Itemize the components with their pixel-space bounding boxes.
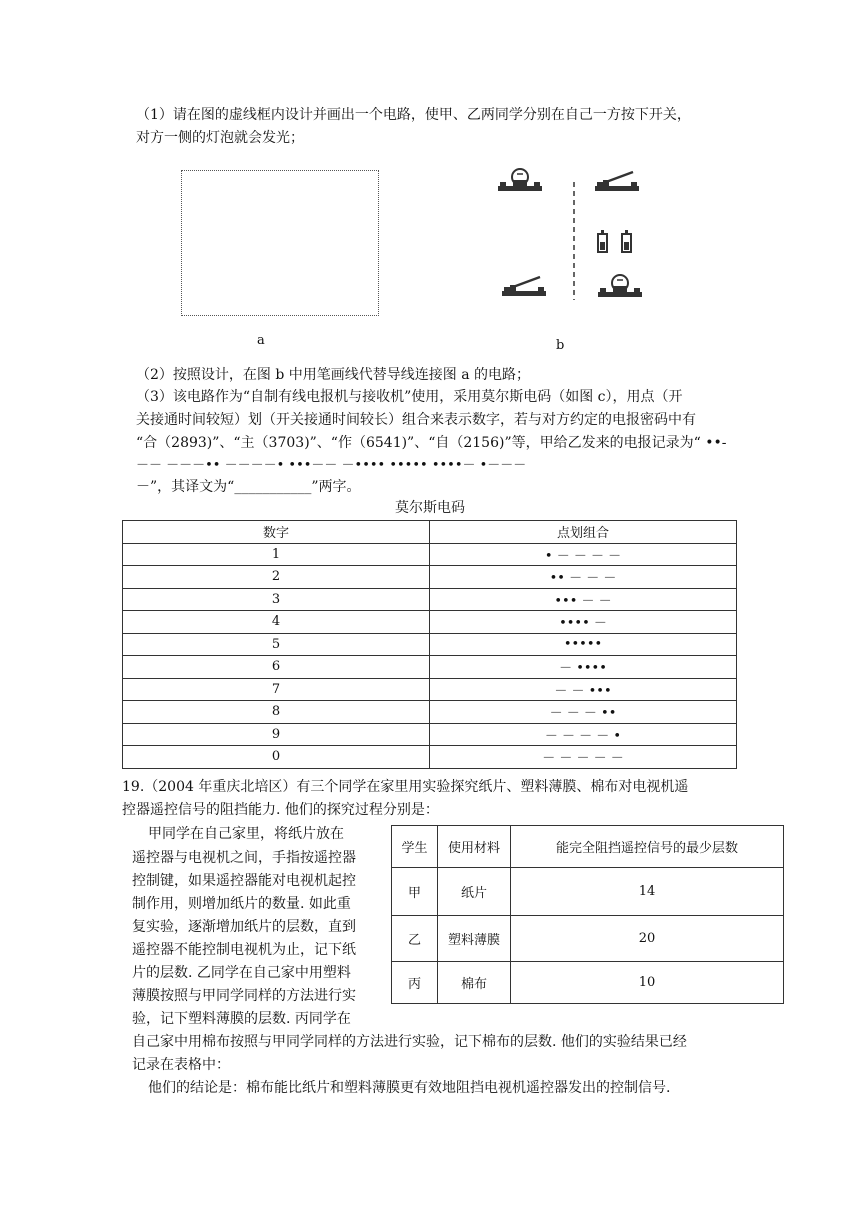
code-cell: ••••• — [430, 633, 737, 656]
q19-full-line2: 记录在表格中： — [132, 1057, 230, 1073]
student-cell: 丙 — [392, 962, 438, 1004]
digit-cell: 9 — [123, 723, 430, 746]
table-row — [123, 611, 737, 634]
digit-cell: 2 — [123, 566, 430, 589]
switch-icon — [502, 277, 546, 296]
digit-cell: 6 — [123, 656, 430, 679]
table-row — [123, 588, 737, 611]
layers-cell: 20 — [511, 916, 784, 962]
bulb-icon — [498, 169, 542, 191]
digit-cell: 7 — [123, 678, 430, 701]
table-row — [123, 701, 737, 724]
table-row — [123, 723, 737, 746]
code-cell: － － － － • — [430, 723, 737, 746]
q19-conclusion: 他们的结论是：棉布能比纸片和塑料薄膜更有效地阻挡电视机遥控器发出的控制信号. — [148, 1080, 671, 1096]
results-table — [391, 825, 784, 1004]
header-material: 使用材料 — [438, 826, 511, 868]
q19-wrap-line: 片的层数. 乙同学在自己家中用塑料 — [132, 965, 351, 981]
digit-cell: 5 — [123, 633, 430, 656]
student-cell: 甲 — [392, 868, 438, 916]
layers-cell: 14 — [511, 868, 784, 916]
q19-wrap-line: 复实验，逐渐增加纸片的层数，直到 — [132, 919, 356, 935]
layers-cell: 10 — [511, 962, 784, 1004]
table-row — [123, 566, 737, 589]
digit-cell: 8 — [123, 701, 430, 724]
digit-cell: 4 — [123, 611, 430, 634]
figure-b — [490, 160, 650, 310]
table-row — [392, 962, 784, 1004]
header-student: 学生 — [392, 826, 438, 868]
header-min-layers: 能完全阻挡遥控信号的最少层数 — [511, 826, 784, 868]
table-row — [392, 868, 784, 916]
table-row — [123, 678, 737, 701]
digit-cell: 1 — [123, 543, 430, 566]
morse-table — [122, 520, 737, 769]
code-cell: － － ••• — [430, 678, 737, 701]
code-cell: － •••• — [430, 656, 737, 679]
q3-line5: －”，其译文为“___________”两字。 — [136, 479, 361, 495]
q19-wrap-line: 验，记下塑料薄膜的层数. 丙同学在 — [132, 1011, 351, 1027]
switch-icon — [595, 172, 639, 191]
q19-line1: 19.（2004 年重庆北培区）有三个同学在家里用实验探究纸片、塑料薄膜、棉布对电视机遥 — [122, 779, 689, 795]
q3-line4: －－ －－－•• －－－－• •••－－ －•••• ••••• ••••－ •－－－ — [136, 458, 527, 473]
code-cell: • － － － － — [430, 543, 737, 566]
morse-table-title: 莫尔斯电码 — [395, 500, 465, 516]
table-header-row — [123, 521, 737, 544]
q19-full-line1: 自己家中用棉布按照与甲同学同样的方法进行实验，记下棉布的层数. 他们的实验结果已经 — [132, 1034, 687, 1050]
q19-wrap-line: 遥控器与电视机之间，手指按遥控器 — [132, 850, 356, 866]
q19-wrap-line: 控制键，如果遥控器能对电视机起控 — [132, 873, 356, 889]
q3-line1: （3）该电路作为“自制有线电报机与接收机”使用，采用莫尔斯电码（如图 c），用点（开 — [136, 389, 683, 405]
q19-wrap-line: 制作用，则增加纸片的数量. 如此重 — [132, 896, 351, 912]
digit-cell: 3 — [123, 588, 430, 611]
material-cell: 塑料薄膜 — [438, 916, 511, 962]
battery-icon — [622, 230, 631, 252]
q1-line1: （1）请在图的虚线框内设计并画出一个电路，使甲、乙两同学分别在自己一方按下开关， — [136, 107, 691, 123]
circuit-design-box[interactable] — [181, 170, 379, 316]
student-cell: 乙 — [392, 916, 438, 962]
q19-wrap-line: 甲同学在自己家里，将纸片放在 — [148, 826, 344, 842]
code-cell: •• － － － — [430, 566, 737, 589]
material-cell: 纸片 — [438, 868, 511, 916]
table-header-row — [392, 826, 784, 868]
table-row — [123, 543, 737, 566]
header-code: 点划组合 — [430, 521, 737, 544]
q2-text: （2）按照设计，在图 b 中用笔画线代替导线连接图 a 的电路； — [136, 367, 531, 383]
digit-cell: 0 — [123, 746, 430, 769]
q3-line2: 关接通时间较短）划（开关接通时间较长）组合来表示数字，若与对方约定的电报密码中有 — [136, 412, 696, 428]
table-row — [123, 656, 737, 679]
table-row — [123, 633, 737, 656]
code-cell: － － － •• — [430, 701, 737, 724]
table-row — [392, 916, 784, 962]
battery-icon — [598, 230, 607, 252]
code-cell: •••• － — [430, 611, 737, 634]
header-digit: 数字 — [123, 521, 430, 544]
bulb-icon — [598, 275, 642, 297]
q1-line2: 对方一侧的灯泡就会发光； — [136, 130, 304, 146]
table-row — [123, 746, 737, 769]
figure-b-caption: b — [556, 338, 565, 353]
material-cell: 棉布 — [438, 962, 511, 1004]
code-cell: ••• － － — [430, 588, 737, 611]
figure-a-caption: a — [257, 333, 265, 348]
code-cell: － － － － － — [430, 746, 737, 769]
q19-wrap-line: 薄膜按照与甲同学同样的方法进行实 — [132, 988, 356, 1004]
q19-wrap-line: 遥控器不能控制电视机为止，记下纸 — [132, 942, 356, 958]
q3-line3: “合（2893)”、“主（3703)”、“作（6541)”、“自（2156)”等，甲给乙发来的电报记录为“ ••- — [136, 435, 727, 451]
q19-line2: 控器遥控信号的阻挡能力. 他们的探究过程分别是： — [122, 802, 439, 818]
